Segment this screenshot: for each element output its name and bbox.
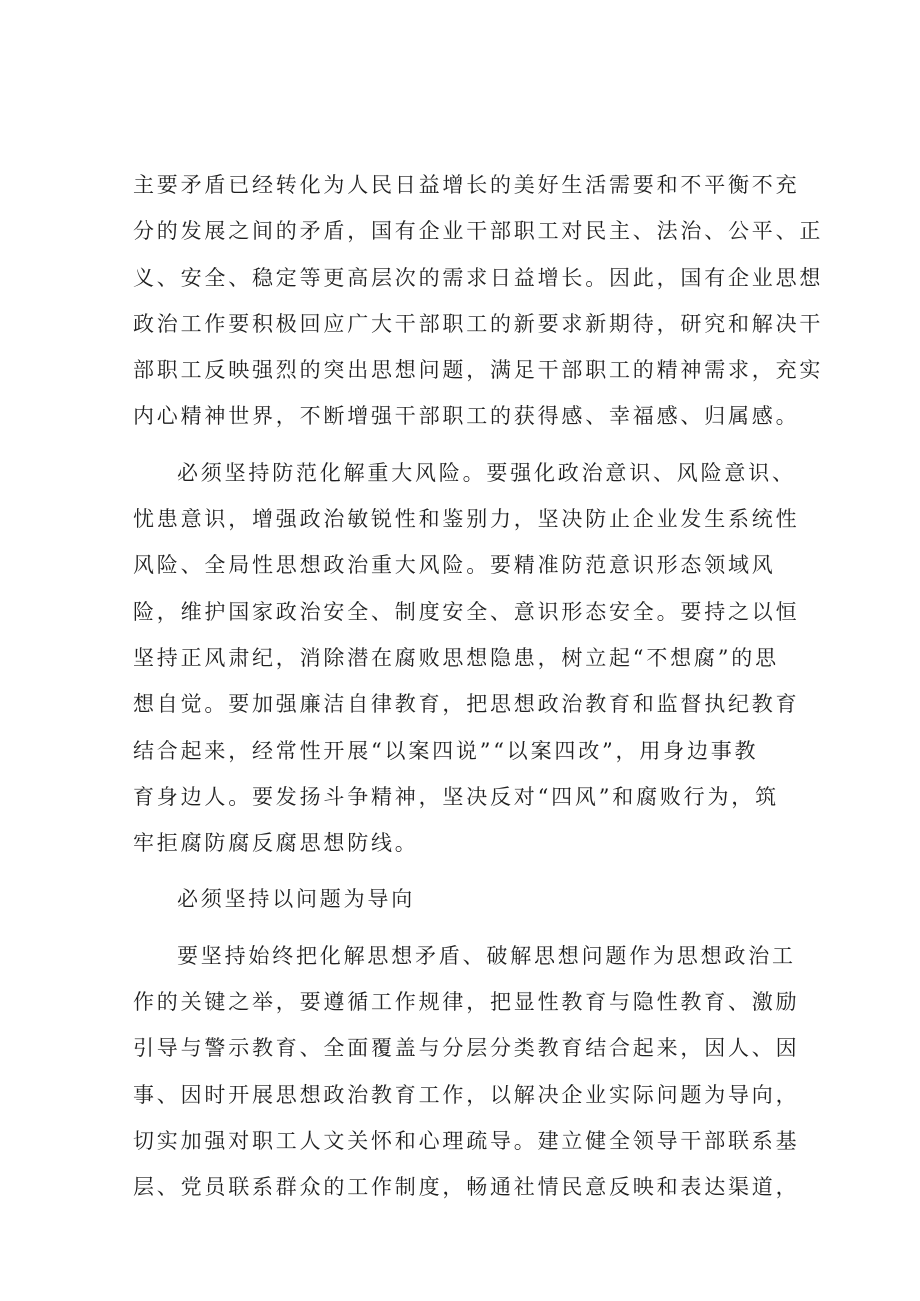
paragraph-risk-prevention xyxy=(133,450,800,867)
text-line: 风险、全局性思想政治重大风险。要精准防范意识形态领域风 xyxy=(133,553,776,578)
text-line: 层、党员联系群众的工作制度，畅通社情民意反映和表达渠道， xyxy=(133,1175,800,1200)
text-line: 分的发展之间的矛盾，国有企业干部职工对民主、法治、公平、正 xyxy=(133,219,824,244)
text-line: 必须坚持防范化解重大风险。要强化政治意识、风险意识、 xyxy=(177,460,796,485)
text-line: 要坚持始终把化解思想矛盾、破解思想问题作为思想政治工 xyxy=(177,943,796,968)
text-line: 切实加强对职工人文关怀和心理疏导。建立健全领导干部联系基 xyxy=(133,1128,800,1153)
section-heading-problem-oriented xyxy=(133,876,793,922)
text-line: 忧患意识，增强政治敏锐性和鉴别力，坚决防止企业发生系统性 xyxy=(133,507,800,532)
text-line: 义、安全、稳定等更高层次的需求日益增长。因此，国有企业思想 xyxy=(133,265,824,290)
paragraph-main-contradiction xyxy=(133,162,824,440)
text-line: 险，维护国家政治安全、制度安全、意识形态安全。要持之以恒 xyxy=(133,599,800,624)
text-line: 内心精神世界，不断增强干部职工的获得感、幸福感、归属感。 xyxy=(133,404,800,429)
text-line: 作的关键之举，要遵循工作规律，把显性教育与隐性教育、激励 xyxy=(133,990,800,1015)
text-line: 政治工作要积极回应广大干部职工的新要求新期待，研究和解决干 xyxy=(133,311,824,336)
paragraph-spacer xyxy=(133,923,793,933)
text-line: 结合起来，经常性开展“以案四说”“以案四改”，用身边事教 xyxy=(133,738,759,763)
text-line: 部职工反映强烈的突出思想问题，满足干部职工的精神需求，充实 xyxy=(133,358,824,383)
text-line: 事、因时开展思想政治教育工作，以解决企业实际问题为导向， xyxy=(133,1082,800,1107)
paragraph-resolve-problems xyxy=(133,933,800,1211)
document-body xyxy=(133,162,824,1211)
text-line: 坚持正风肃纪，消除潜在腐败思想隐患，树立起“不想腐”的思 xyxy=(133,645,779,670)
text-line: 引导与警示教育、全面覆盖与分层分类教育结合起来，因人、因 xyxy=(133,1036,800,1061)
section-heading: 必须坚持以问题为导向 xyxy=(177,887,415,912)
paragraph-spacer xyxy=(133,866,793,876)
paragraph-spacer xyxy=(133,440,793,450)
text-line: 想自觉。要加强廉洁自律教育，把思想政治教育和监督执纪教育 xyxy=(133,692,800,717)
text-line: 育身边人。要发扬斗争精神，坚决反对“四风”和腐败行为，筑 xyxy=(133,784,779,809)
text-line: 主要矛盾已经转化为人民日益增长的美好生活需要和不平衡不充 xyxy=(133,173,800,197)
text-line: 牢拒腐防腐反腐思想防线。 xyxy=(133,831,419,856)
